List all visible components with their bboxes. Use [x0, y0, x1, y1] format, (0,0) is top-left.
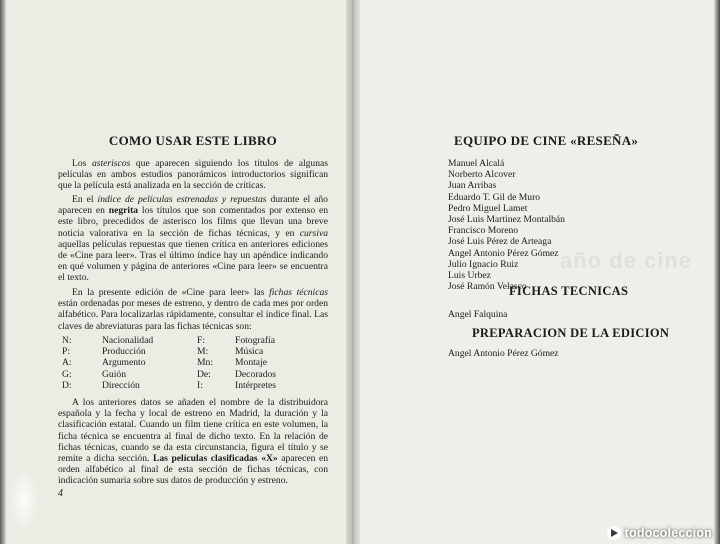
fichas-title: FICHAS TECNICAS — [509, 284, 629, 298]
team-member: José Luis Martínez Montalbán — [448, 213, 565, 225]
abbreviation-code: G: — [62, 368, 72, 380]
team-member: Luis Urbez — [448, 269, 491, 281]
text-run: que aparecen siguiendo los títulos de algunas películas en ambos estudios panorámicos introductorios significan que la película está analizada en la sección de críticas. — [58, 158, 328, 192]
right-page-title: EQUIPO DE CINE «RESEÑA» — [454, 133, 639, 148]
abbreviation-meaning: Producción — [102, 346, 146, 358]
text-run: durante el año aparecen en — [58, 194, 328, 217]
abbreviation-meaning: Fotografía — [235, 335, 275, 346]
text-run: fichas técnicas — [269, 287, 328, 298]
abbreviation-code: D: — [62, 379, 72, 391]
preparacion-name: Angel Antonio Pérez Gómez — [448, 348, 559, 359]
abbreviation-meaning: Música — [235, 346, 264, 358]
abbreviation-code: F: — [197, 335, 206, 346]
left-edge-shadow — [0, 0, 6, 544]
text-run: Los — [72, 158, 92, 169]
paper-stain — [10, 470, 38, 530]
fichas-name: Angel Falquina — [448, 309, 508, 320]
watermark-text: todocoleccion — [624, 526, 712, 540]
abbreviation-row — [62, 369, 322, 380]
abbreviation-code: I: — [197, 379, 203, 391]
play-logo-icon — [607, 526, 621, 540]
text-run: aquellas películas repuestas que tienen crítica en anteriores ediciones de «Cine para leer». Tras el último índice hay un apéndice indicando en qué volumen y página de anteriores «Cine para leer» se encuentra el texto. — [58, 238, 328, 284]
text-run: A los anteriores datos se añaden el nombre de la distribuidora española y la fecha y local de estreno en Madrid, la duración y la clasificación estatal. Cuando un film tiene crítica en este volumen, la ficha técnica se encuentra al final de dicho texto. En la relación de fichas técnicas, cuando se da esta circunstancia, figura el título y se remite a dicha sección. — [58, 397, 328, 465]
team-member: Juan Arribas — [448, 180, 497, 192]
text-run: los títulos que son comentados por extenso en este libro, precedidos de asterisco los films que llevan una breve noticia valorativa en la sección de fichas técnicas, y en — [58, 205, 328, 239]
abbreviation-meaning: Dirección — [102, 379, 140, 391]
team-member: Francisco Moreno — [448, 225, 519, 237]
text-run: negrita — [108, 205, 139, 217]
team-member: José Ramón Velasco — [448, 281, 527, 293]
abbreviation-meaning: Nacionalidad — [102, 335, 154, 346]
watermark — [607, 526, 712, 540]
paragraph-datos — [58, 397, 328, 487]
text-run: aparecen en orden alfabético al final de esta sección de fichas técnicas, con indicación sumaria sobre sus datos de producción y estreno. — [58, 453, 328, 487]
abbreviation-meaning: Montaje — [235, 357, 267, 369]
paragraph-fichas — [58, 287, 328, 332]
abbreviation-code: M: — [197, 346, 209, 358]
paragraph-indice — [58, 194, 328, 284]
abbreviation-table — [62, 335, 322, 391]
abbreviation-row — [62, 357, 322, 368]
text-run: En el — [72, 194, 98, 205]
book-gutter — [346, 0, 360, 544]
team-member: Julio Ignacio Ruiz — [448, 258, 519, 270]
abbreviation-row — [62, 346, 322, 357]
team-list — [448, 158, 668, 292]
abbreviation-row — [62, 335, 322, 346]
preparacion-title: PREPARACION DE LA EDICION — [472, 326, 670, 340]
right-edge-shadow — [714, 0, 720, 544]
team-member: Angel Antonio Pérez Gómez — [448, 247, 559, 259]
text-run: índice de películas estrenadas y repuestas — [97, 194, 267, 205]
abbreviation-code: P: — [62, 346, 71, 358]
text-run: asteriscos — [91, 158, 131, 169]
text-run: Las películas clasificadas «X» — [152, 453, 278, 465]
abbreviation-meaning: Guión — [102, 368, 126, 380]
team-member: José Luis Pérez de Arteaga — [448, 236, 552, 248]
abbreviation-meaning: Intérpretes — [235, 379, 277, 391]
team-member: Eduardo T. Gil de Muro — [448, 191, 541, 203]
abbreviation-row — [62, 380, 322, 391]
team-member: Manuel Alcalá — [448, 158, 505, 169]
left-page-title: COMO USAR ESTE LIBRO — [108, 133, 278, 148]
show-through-text: año de cine — [560, 248, 693, 273]
abbreviation-code: N: — [62, 335, 72, 346]
page-number: 4 — [58, 488, 63, 499]
abbreviation-code: De: — [197, 368, 211, 380]
text-run: están ordenadas por meses de estreno, y dentro de cada mes por orden alfabético. Para localizarlas rápidamente, consultar el índice final. Las claves de abreviaturas para las fichas técnicas son: — [58, 298, 328, 332]
abbreviation-meaning: Decorados — [235, 368, 277, 380]
abbreviation-meaning: Argumento — [102, 357, 146, 369]
text-run: cursiva — [299, 227, 328, 239]
team-member: Norberto Alcover — [448, 169, 516, 181]
abbreviation-code: A: — [62, 357, 72, 369]
text-run: En la presente edición de «Cine para leer» las — [72, 287, 270, 298]
team-member: Pedro Miguel Lamet — [448, 202, 528, 214]
paragraph-asteriscos — [58, 158, 328, 192]
abbreviation-code: Mn: — [197, 357, 213, 369]
